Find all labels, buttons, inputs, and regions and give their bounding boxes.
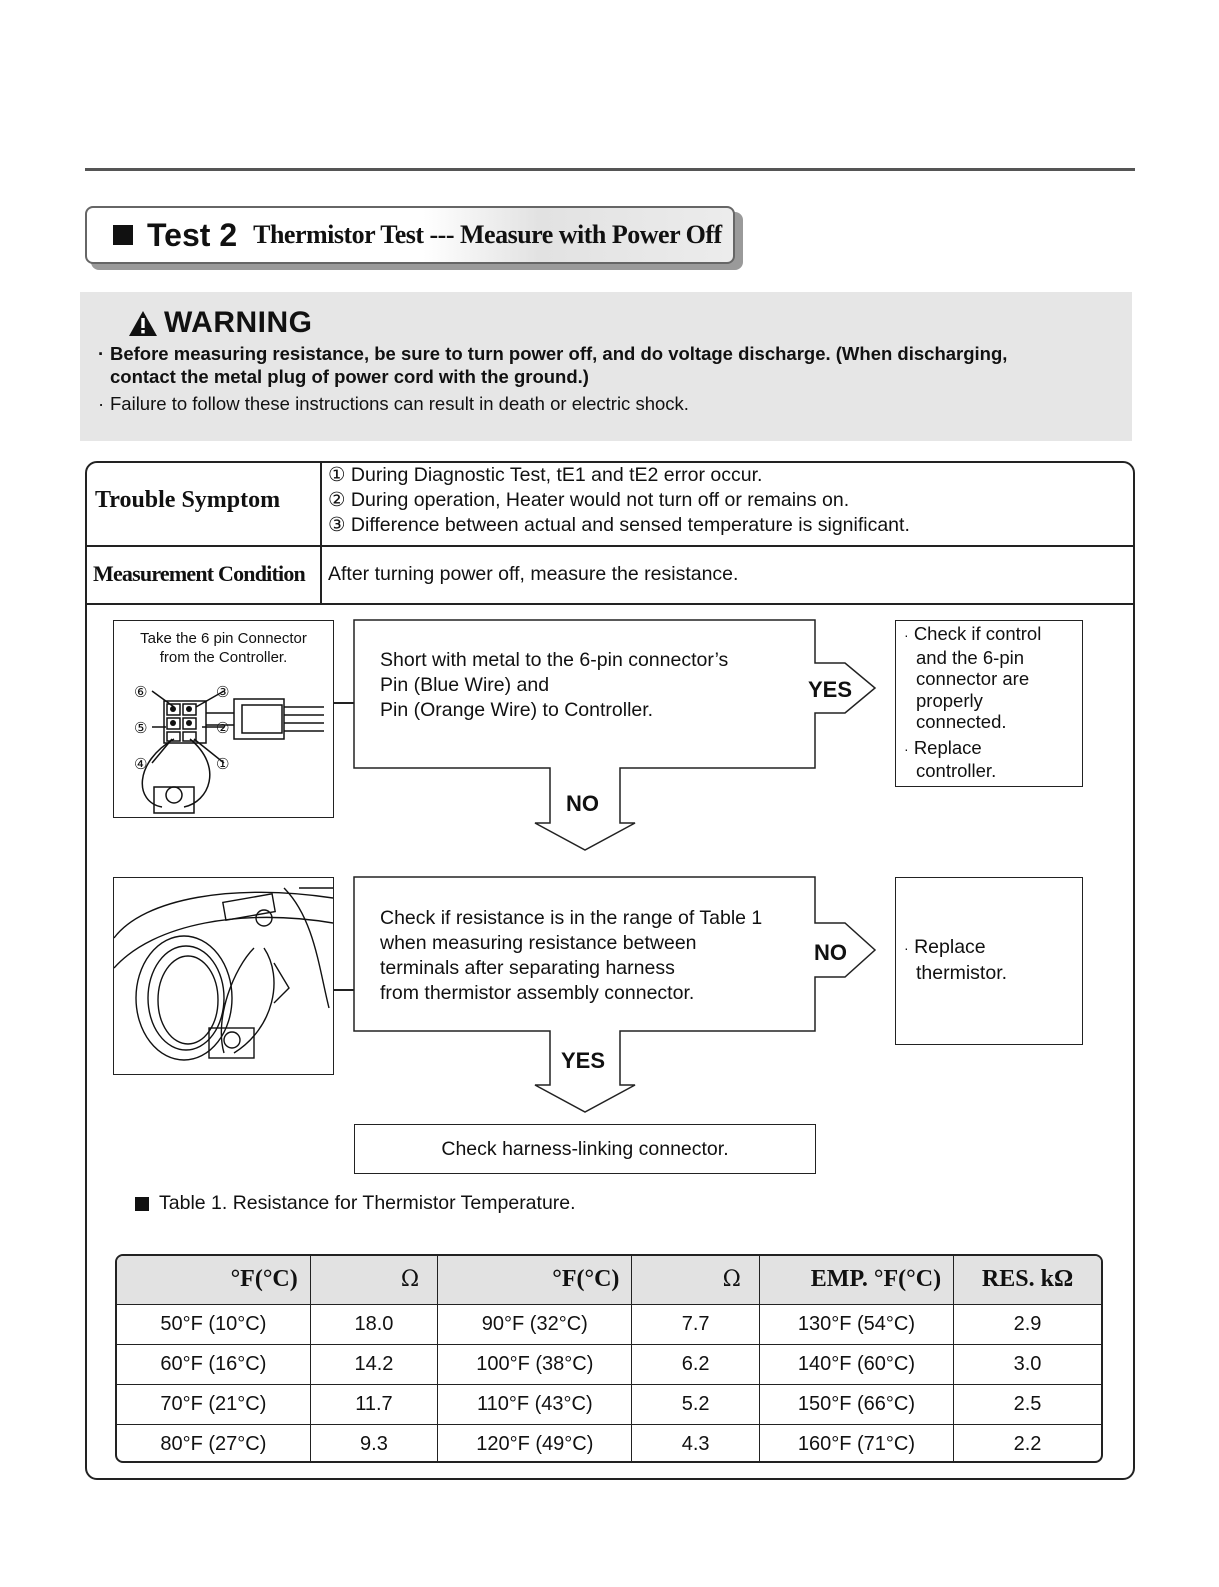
- connector-line: [334, 702, 354, 704]
- result1-box: [895, 620, 1083, 787]
- table-header-row: [117, 1256, 1101, 1304]
- measurement-condition-label: Measurement Condition: [93, 561, 305, 586]
- table-cell: 80°F (27°C): [117, 1424, 310, 1463]
- table-cell: 90°F (32°C): [438, 1304, 632, 1344]
- table-cell: 14.2: [310, 1344, 437, 1384]
- table-cell: 2.9: [954, 1304, 1101, 1344]
- warning-line-1: · Before measuring resistance, be sure to turn power off, and do voltage discharge. (When discharging,: [98, 343, 1008, 364]
- test-title: Thermistor Test --- Measure with Power Off: [253, 220, 722, 249]
- table-row: [117, 1344, 1101, 1384]
- table-cell: 4.3: [632, 1424, 759, 1463]
- table-row: [117, 1304, 1101, 1344]
- table-caption: [135, 1192, 576, 1215]
- table-cell: 11.7: [310, 1384, 437, 1424]
- result1-text: · Check if control and the 6-pin connector are properly connected. · Replace controller.: [904, 623, 1042, 781]
- step1-text: [380, 648, 728, 723]
- step2-text: [380, 906, 762, 1006]
- col-header: Ω: [632, 1256, 759, 1304]
- step1-line: Short with metal to the 6-pin connector’s: [380, 649, 729, 671]
- table-cell: 100°F (38°C): [438, 1344, 632, 1384]
- col-header: Ω: [310, 1256, 437, 1304]
- table-row: [117, 1384, 1101, 1424]
- header-box: [85, 206, 735, 264]
- table-cell: 130°F (54°C): [759, 1304, 953, 1344]
- pin-label: ②: [216, 719, 230, 737]
- table-cell: 150°F (66°C): [759, 1384, 953, 1424]
- symptom-list: [328, 463, 910, 538]
- final-step-text: Check harness-linking connector.: [441, 1137, 729, 1160]
- pin-label: ⑥: [134, 683, 148, 701]
- col-header: °F(°C): [438, 1256, 632, 1304]
- test-number: Test 2: [147, 216, 238, 253]
- result2-box: [895, 877, 1083, 1045]
- table-cell: 5.2: [632, 1384, 759, 1424]
- connector-line-2: [334, 989, 354, 991]
- col-header: °F(°C): [117, 1256, 310, 1304]
- table-cell: 140°F (60°C): [759, 1344, 953, 1384]
- table-cell: 9.3: [310, 1424, 437, 1463]
- warning-title: WARNING: [164, 306, 313, 339]
- table-cell: 160°F (71°C): [759, 1424, 953, 1463]
- thermistor-diagram-icon: [114, 878, 333, 1074]
- step2-line: when measuring resistance between: [380, 932, 697, 954]
- warning-panel: [80, 292, 1132, 441]
- table-caption-text: Table 1. Resistance for Thermistor Temperature.: [159, 1192, 576, 1214]
- table-cell: 2.2: [1013, 1432, 1042, 1455]
- warning-line-1b: contact the metal plug of power cord with the ground.): [110, 366, 589, 387]
- table-row: [117, 1424, 1101, 1463]
- final-step-box: [354, 1124, 816, 1174]
- warning-heading: [128, 306, 313, 340]
- table-cell: 70°F (21°C): [117, 1384, 310, 1424]
- step2-line: Check if resistance is in the range of Table 1: [380, 907, 763, 929]
- table-cell: 6.2: [632, 1344, 759, 1384]
- no-label-2: NO: [814, 940, 847, 965]
- top-rule: [85, 168, 1135, 171]
- step1-line: Pin (Orange Wire) to Controller.: [380, 699, 654, 721]
- pin-label: ③: [216, 683, 230, 701]
- caption-square-icon: [135, 1197, 149, 1211]
- table-cell: 2.5: [954, 1384, 1101, 1424]
- resistance-table: [115, 1254, 1103, 1463]
- connector-illustration: [113, 620, 334, 818]
- symptom-item: ③ Difference between actual and sensed temperature is significant.: [328, 514, 910, 536]
- connector-caption-1: Take the 6 pin Connector: [140, 630, 307, 647]
- table-cell: 18.0: [310, 1304, 437, 1344]
- measurement-condition-text: After turning power off, measure the resistance.: [328, 563, 739, 585]
- thermistor-illustration: [113, 877, 334, 1075]
- symptom-item: ① During Diagnostic Test, tE1 and tE2 error occur.: [328, 464, 763, 486]
- pin-label: ①: [216, 755, 230, 773]
- test-header: [85, 206, 740, 264]
- step1-line: Pin (Blue Wire) and: [380, 674, 550, 696]
- row-divider-1: [87, 545, 1133, 547]
- step2-line: from thermistor assembly connector.: [380, 982, 695, 1004]
- label-divider: [320, 463, 322, 604]
- pin-label: ⑤: [134, 719, 148, 737]
- yes-label-1: YES: [808, 677, 853, 702]
- table-cell: 7.7: [632, 1304, 759, 1344]
- table-cell: 50°F (10°C): [117, 1304, 310, 1344]
- warning-triangle-icon: [128, 310, 158, 337]
- table-cell: 110°F (43°C): [438, 1384, 632, 1424]
- warning-line-2: · Failure to follow these instructions can result in death or electric shock.: [98, 393, 689, 414]
- table-cell: 3.0: [954, 1344, 1101, 1384]
- connector-diagram-icon: [114, 667, 333, 817]
- result2-text: · Replace thermistor.: [904, 936, 1008, 984]
- bullet-square-icon: [113, 225, 133, 245]
- pin-label: ④: [134, 755, 148, 773]
- table-cell: 60°F (16°C): [117, 1344, 310, 1384]
- connector-caption-2: from the Controller.: [159, 649, 288, 666]
- col-header: RES. kΩ: [954, 1256, 1101, 1304]
- step2-line: terminals after separating harness: [380, 957, 675, 979]
- table-cell: 120°F (49°C): [438, 1424, 632, 1463]
- trouble-symptom-label: Trouble Symptom: [95, 487, 281, 513]
- symptom-item: ② During operation, Heater would not turn off or remains on.: [328, 489, 850, 511]
- no-label-1: NO: [566, 791, 599, 816]
- yes-label-2: YES: [561, 1048, 606, 1073]
- row-divider-2: [87, 603, 1133, 605]
- col-header: EMP. °F(°C): [759, 1256, 953, 1304]
